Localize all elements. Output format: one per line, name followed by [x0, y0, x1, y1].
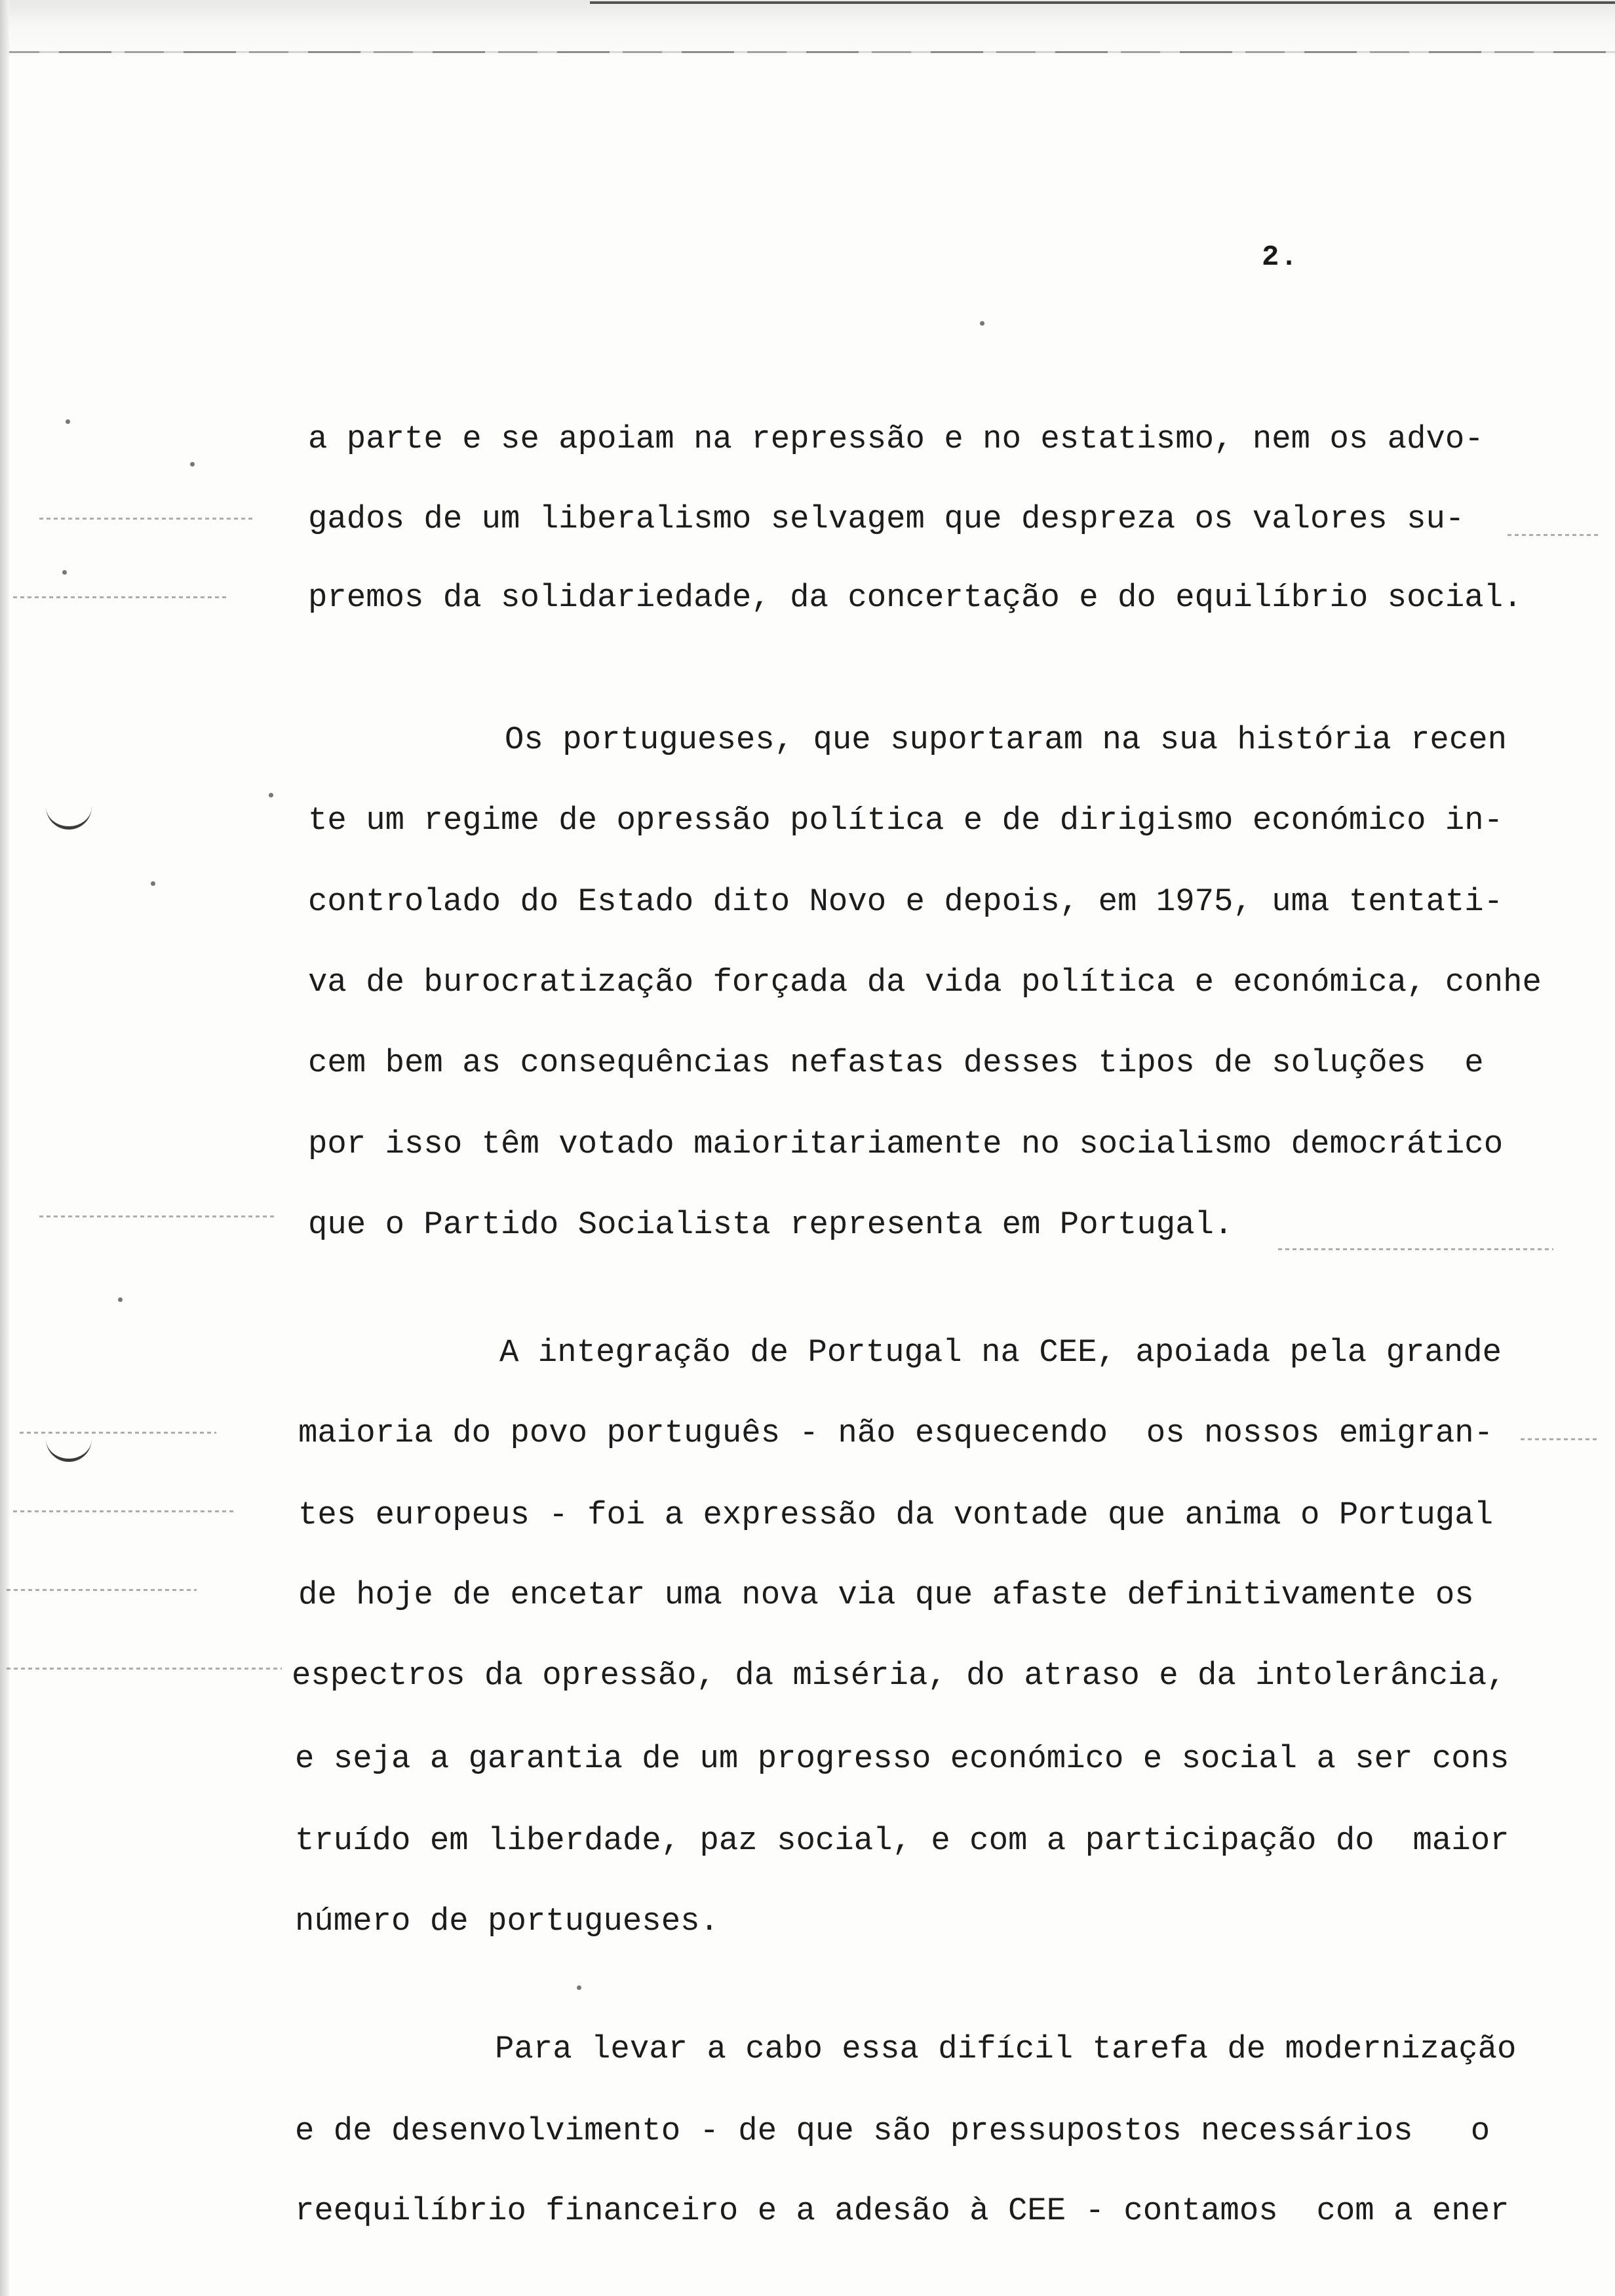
- scan-smudge: [7, 1668, 282, 1670]
- text-line: controlado do Estado dito Novo e depois, em 1975, uma tentati-: [308, 883, 1504, 920]
- scan-speck: [190, 462, 195, 467]
- text-line: a parte e se apoiam na repressão e no estatismo, nem os advo-: [308, 421, 1484, 457]
- text-line: tes europeus - foi a expressão da vontade que anima o Portugal: [298, 1497, 1494, 1533]
- scan-smudge: [13, 596, 229, 598]
- page-number: 2.: [1262, 241, 1299, 274]
- margin-mark: [46, 1435, 92, 1462]
- text-line: de hoje de encetar uma nova via que afaste definitivamente os: [298, 1577, 1474, 1613]
- scan-speck: [118, 1297, 123, 1302]
- text-line: A integração de Portugal na CEE, apoiada pela grande: [499, 1334, 1502, 1371]
- text-line: premos da solidariedade, da concertação e do equilíbrio social.: [308, 579, 1523, 616]
- text-line: e seja a garantia de um progresso económico e social a ser cons: [295, 1740, 1509, 1777]
- scan-edge-top: [0, 0, 1615, 59]
- text-line: cem bem as consequências nefastas desses tipos de soluções e: [308, 1044, 1484, 1081]
- text-line: espectros da opressão, da miséria, do atraso e da intolerância,: [292, 1657, 1506, 1694]
- scan-smudge: [1278, 1248, 1553, 1250]
- text-line: va de burocratização forçada da vida política e económica, conhe: [308, 964, 1542, 1001]
- scan-noise-line: [0, 51, 1615, 53]
- text-line: que o Partido Socialista representa em Portugal.: [308, 1206, 1234, 1243]
- scan-smudge: [7, 1589, 197, 1591]
- scan-top-rule: [590, 1, 1615, 4]
- scan-speck: [577, 1985, 581, 1990]
- text-line: truído em liberdade, paz social, e com a participação do maior: [295, 1822, 1509, 1859]
- text-line: maioria do povo português - não esquecendo os nossos emigran-: [298, 1415, 1494, 1451]
- scan-smudge: [1521, 1438, 1599, 1440]
- text-line: número de portugueses.: [295, 1903, 719, 1940]
- scan-smudge: [13, 1510, 236, 1512]
- margin-mark: [46, 803, 92, 830]
- scan-speck: [980, 321, 984, 326]
- text-line: e de desenvolvimento - de que são pressupostos necessários o: [295, 2113, 1490, 2149]
- text-line: Os portugueses, que suportaram na sua história recen: [505, 721, 1508, 758]
- scan-edge-left: [0, 0, 9, 2296]
- scan-speck: [62, 570, 67, 575]
- text-line: por isso têm votado maioritariamente no socialismo democrático: [308, 1126, 1504, 1162]
- scan-smudge: [1508, 534, 1599, 536]
- scan-speck: [151, 881, 155, 886]
- text-line: reequilíbrio financeiro e a adesão à CEE - contamos com a ener: [295, 2192, 1509, 2229]
- text-line: Para levar a cabo essa difícil tarefa de modernização: [495, 2031, 1517, 2067]
- scan-speck: [269, 793, 273, 797]
- scan-speck: [66, 419, 70, 424]
- scan-smudge: [20, 1432, 216, 1434]
- text-line: te um regime de opressão política e de dirigismo económico in-: [308, 802, 1504, 839]
- scan-smudge: [39, 1215, 275, 1217]
- scan-smudge: [39, 518, 256, 520]
- text-line: gados de um liberalismo selvagem que despreza os valores su-: [308, 501, 1465, 537]
